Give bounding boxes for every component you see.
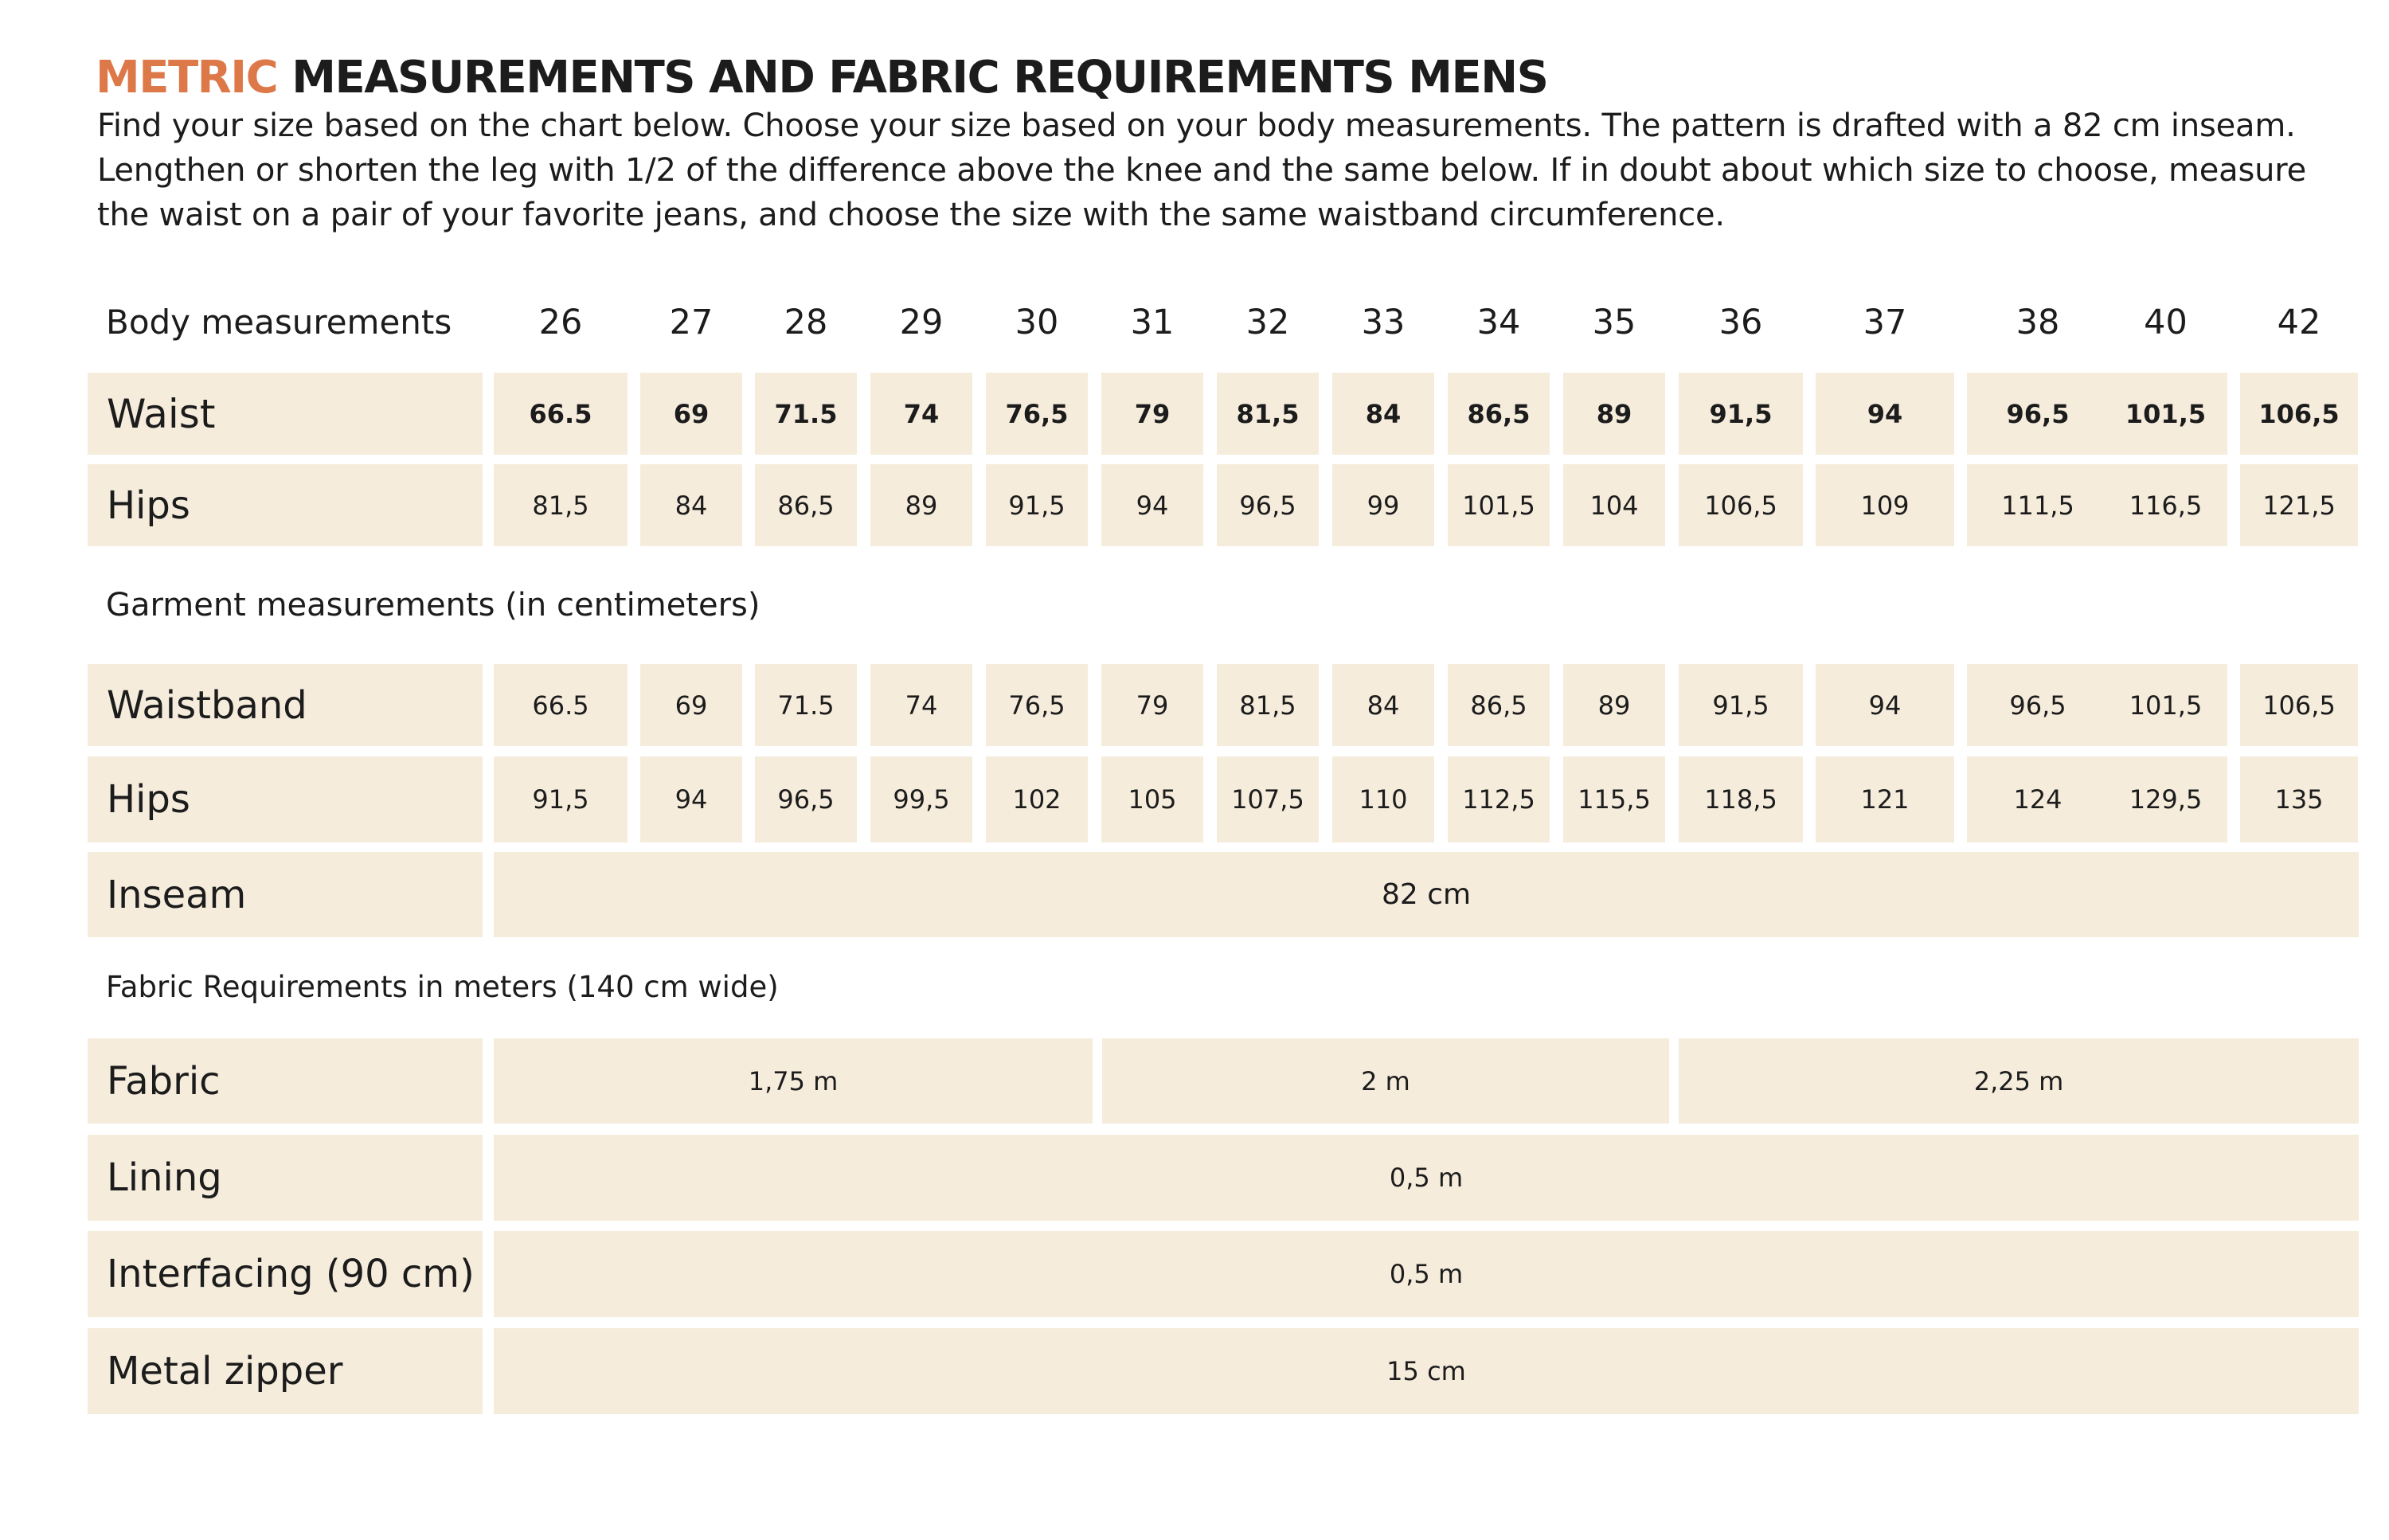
size-header: 35 [1592, 303, 1636, 342]
body-cell: 116,5 [2104, 464, 2227, 546]
size-header: 30 [1015, 303, 1059, 342]
size-header: 27 [669, 303, 714, 342]
body-cell: 86,5 [1448, 373, 1550, 455]
garment-cell: 135 [2240, 756, 2358, 842]
page-title [96, 49, 1547, 107]
body-cell: 84 [1332, 373, 1434, 455]
body-cell: 91,5 [1679, 373, 1803, 455]
body-cell: 94 [1816, 373, 1954, 455]
garment-cell: 115,5 [1563, 756, 1665, 842]
body-cell: 69 [640, 373, 742, 455]
fabric-cell: 1,75 m [494, 1038, 1093, 1124]
garment-cell: 71.5 [755, 664, 857, 746]
garment-cell: 66.5 [494, 664, 628, 746]
body-cell: 91,5 [986, 464, 1088, 546]
body-measurements-header: Body measurements [106, 303, 452, 342]
garment-section-label: Garment measurements (in centimeters) [106, 587, 760, 623]
garment-cell: 107,5 [1217, 756, 1319, 842]
body-cell: 101,5 [2104, 373, 2227, 455]
row-label-body-hips: Hips [88, 464, 483, 546]
size-header: 31 [1130, 303, 1175, 342]
body-cell: 96,5 [1217, 464, 1319, 546]
size-header: 32 [1245, 303, 1290, 342]
body-cell: 81,5 [1217, 373, 1319, 455]
row-label-garment-hips: Hips [88, 756, 483, 842]
row-label-body-waist: Waist [88, 373, 483, 455]
garment-cell: 99,5 [870, 756, 972, 842]
garment-cell: 101,5 [2104, 664, 2227, 746]
body-cell: 86,5 [755, 464, 857, 546]
garment-cell: 76,5 [986, 664, 1088, 746]
garment-cell: 94 [1816, 664, 1954, 746]
body-cell: 74 [870, 373, 972, 455]
size-header: 26 [538, 303, 583, 342]
fabric-span-cell: 0,5 m [494, 1135, 2359, 1221]
garment-cell: 105 [1101, 756, 1203, 842]
garment-cell: 86,5 [1448, 664, 1550, 746]
body-cell: 81,5 [494, 464, 628, 546]
body-cell: 104 [1563, 464, 1665, 546]
body-cell: 111,5 [1967, 464, 2109, 546]
row-label-interfacing-90-cm: Interfacing (90 cm) [88, 1231, 483, 1317]
row-label-inseam: Inseam [88, 852, 483, 937]
row-label-metal-zipper: Metal zipper [88, 1328, 483, 1414]
body-cell: 106,5 [2240, 373, 2358, 455]
garment-cell: 94 [640, 756, 742, 842]
body-cell: 76,5 [986, 373, 1088, 455]
garment-cell: 110 [1332, 756, 1434, 842]
body-cell: 121,5 [2240, 464, 2358, 546]
body-cell: 99 [1332, 464, 1434, 546]
body-cell: 71.5 [755, 373, 857, 455]
garment-cell: 129,5 [2104, 756, 2227, 842]
body-cell: 101,5 [1448, 464, 1550, 546]
garment-cell: 91,5 [494, 756, 628, 842]
garment-cell: 112,5 [1448, 756, 1550, 842]
garment-cell: 69 [640, 664, 742, 746]
body-cell: 79 [1101, 373, 1203, 455]
body-cell: 109 [1816, 464, 1954, 546]
size-header: 42 [2277, 303, 2321, 342]
size-header: 28 [784, 303, 828, 342]
garment-cell: 96,5 [755, 756, 857, 842]
size-header: 29 [899, 303, 944, 342]
body-cell: 66.5 [494, 373, 628, 455]
fabric-cell: 2 m [1102, 1038, 1669, 1124]
garment-cell: 118,5 [1679, 756, 1803, 842]
garment-cell: 91,5 [1679, 664, 1803, 746]
size-header: 33 [1361, 303, 1406, 342]
body-cell: 94 [1101, 464, 1203, 546]
size-header: 37 [1863, 303, 1907, 342]
body-cell: 89 [1563, 373, 1665, 455]
fabric-span-cell: 0,5 m [494, 1231, 2359, 1317]
row-label-fabric: Fabric [88, 1038, 483, 1124]
garment-cell: 81,5 [1217, 664, 1319, 746]
garment-cell: 84 [1332, 664, 1434, 746]
garment-cell: 121 [1816, 756, 1954, 842]
garment-cell: 89 [1563, 664, 1665, 746]
garment-cell: 124 [1967, 756, 2109, 842]
title-rest: MEASUREMENTS AND FABRIC REQUIREMENTS MENS [277, 52, 1548, 104]
title-accent: METRIC [96, 52, 278, 104]
body-cell: 89 [870, 464, 972, 546]
garment-cell: 96,5 [1967, 664, 2109, 746]
row-label-lining: Lining [88, 1135, 483, 1221]
size-header: 38 [2016, 303, 2060, 342]
garment-cell: 79 [1101, 664, 1203, 746]
garment-cell: 74 [870, 664, 972, 746]
inseam-value: 82 cm [494, 852, 2359, 937]
body-cell: 84 [640, 464, 742, 546]
size-header: 36 [1718, 303, 1763, 342]
size-header: 40 [2144, 303, 2188, 342]
size-header: 34 [1476, 303, 1521, 342]
fabric-section-label: Fabric Requirements in meters (140 cm wide) [106, 970, 779, 1004]
intro-paragraph: Find your size based on the chart below. Choose your size based on your body measurements. The pattern is drafted with a 82 cm inseam. Lengthen or shorten the leg with 1/2 of the difference above the knee and the same below. If in doubt about which size to choose, measure the waist on a pair of your favorite jeans, and choose the size with the same waistband circumference. [97, 107, 2307, 233]
body-cell: 106,5 [1679, 464, 1803, 546]
fabric-span-cell: 15 cm [494, 1328, 2359, 1414]
garment-cell: 102 [986, 756, 1088, 842]
body-cell: 96,5 [1967, 373, 2109, 455]
row-label-garment-waistband: Waistband [88, 664, 483, 746]
fabric-cell: 2,25 m [1679, 1038, 2359, 1124]
garment-cell: 106,5 [2240, 664, 2358, 746]
